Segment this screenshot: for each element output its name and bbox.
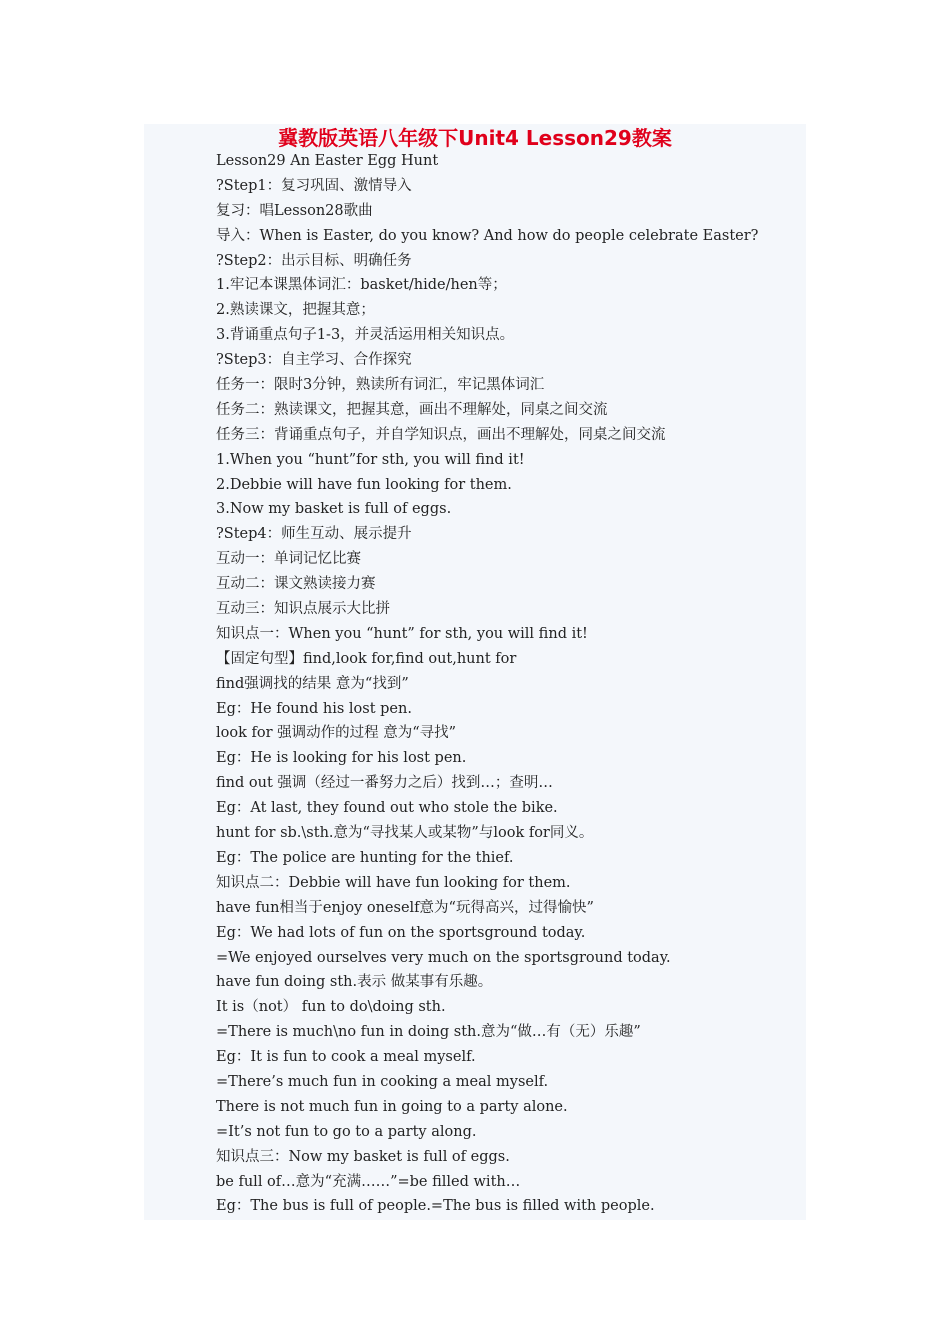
text-line: 3.背诵重点句子1-3，并灵活运用相关知识点。 (216, 327, 515, 344)
text-line: ?Step2：出示目标、明确任务 (216, 252, 412, 269)
text-line: 互动一：单词记忆比赛 (216, 551, 361, 568)
text-line: hunt for sb.\sth.意为“寻找某人或某物”与look for同义。 (216, 825, 594, 842)
text-line: 【固定句型】find,look for,find out,hunt for (216, 650, 517, 667)
text-line: 任务一：限时3分钟，熟读所有词汇，牢记黑体词汇 (216, 377, 545, 394)
text-line: have fun doing sth.表示 做某事有乐趣。 (216, 974, 493, 991)
text-line: 2.Debbie will have fun looking for them. (216, 476, 512, 493)
document-title: 冀教版英语八年级下Unit4 Lesson29教案 (278, 126, 672, 150)
text-line: Eg：The bus is full of people.=The bus is filled with people. (216, 1198, 655, 1215)
text-line: ?Step3：自主学习、合作探究 (216, 352, 412, 369)
text-line: There is not much fun in going to a party alone. (216, 1098, 568, 1115)
text-line: Eg：It is fun to cook a meal myself. (216, 1049, 476, 1066)
text-line: Eg：He is looking for his lost pen. (216, 750, 467, 767)
text-line: 3.Now my basket is full of eggs. (216, 501, 452, 518)
text-line: Eg：He found his lost pen. (216, 700, 412, 717)
text-line: Lesson29 An Easter Egg Hunt (216, 153, 439, 169)
text-line: Eg：At last, they found out who stole the bike. (216, 800, 558, 817)
text-line: have fun相当于enjoy oneself意为“玩得高兴，过得愉快” (216, 899, 594, 916)
text-line: Eg：We had lots of fun on the sportsground today. (216, 924, 586, 941)
text-line: 知识点三：Now my basket is full of eggs. (216, 1148, 510, 1165)
text-line: 知识点一：When you “hunt” for sth, you will find it! (216, 625, 588, 642)
text-line: 2.熟读课文，把握其意； (216, 302, 375, 319)
text-line: 1.When you “hunt”for sth, you will find it! (216, 451, 525, 468)
document-body (216, 149, 816, 1219)
text-line: =We enjoyed ourselves very much on the sportsground today. (216, 949, 671, 966)
text-line: =It’s not fun to go to a party along. (216, 1123, 477, 1140)
text-line: be full of…意为“充满……”=be filled with… (216, 1173, 521, 1190)
text-line: 知识点二：Debbie will have fun looking for them. (216, 874, 571, 891)
text-line: 复习：唱Lesson28歌曲 (216, 202, 373, 219)
text-line: Eg：The police are hunting for the thief. (216, 849, 514, 866)
text-line: 任务二：熟读课文，把握其意，画出不理解处，同桌之间交流 (216, 401, 608, 418)
text-line: =There is much\no fun in doing sth.意为“做…有（无）乐趣” (216, 1024, 641, 1041)
text-line: 1.牢记本课黑体词汇：basket/hide/hen等； (216, 277, 507, 294)
text-line: 互动三：知识点展示大比拼 (216, 601, 390, 618)
text-line: find强调找的结果 意为“找到” (216, 675, 409, 692)
text-line: 互动二：课文熟读接力赛 (216, 576, 376, 593)
text-line: ?Step1：复习巩固、激情导入 (216, 177, 412, 194)
text-line: 导入：When is Easter, do you know? And how do people celebrate Easter? (216, 227, 759, 244)
text-line: look for 强调动作的过程 意为“寻找” (216, 725, 457, 742)
text-line: =There’s much fun in cooking a meal myself. (216, 1073, 549, 1090)
text-line: find out 强调（经过一番努力之后）找到…；查明… (216, 775, 553, 792)
text-line: ?Step4：师生互动、展示提升 (216, 526, 412, 543)
text-line: 任务三：背诵重点句子，并自学知识点，画出不理解处，同桌之间交流 (216, 426, 666, 443)
text-line: It is（not） fun to do\doing sth. (216, 999, 446, 1016)
